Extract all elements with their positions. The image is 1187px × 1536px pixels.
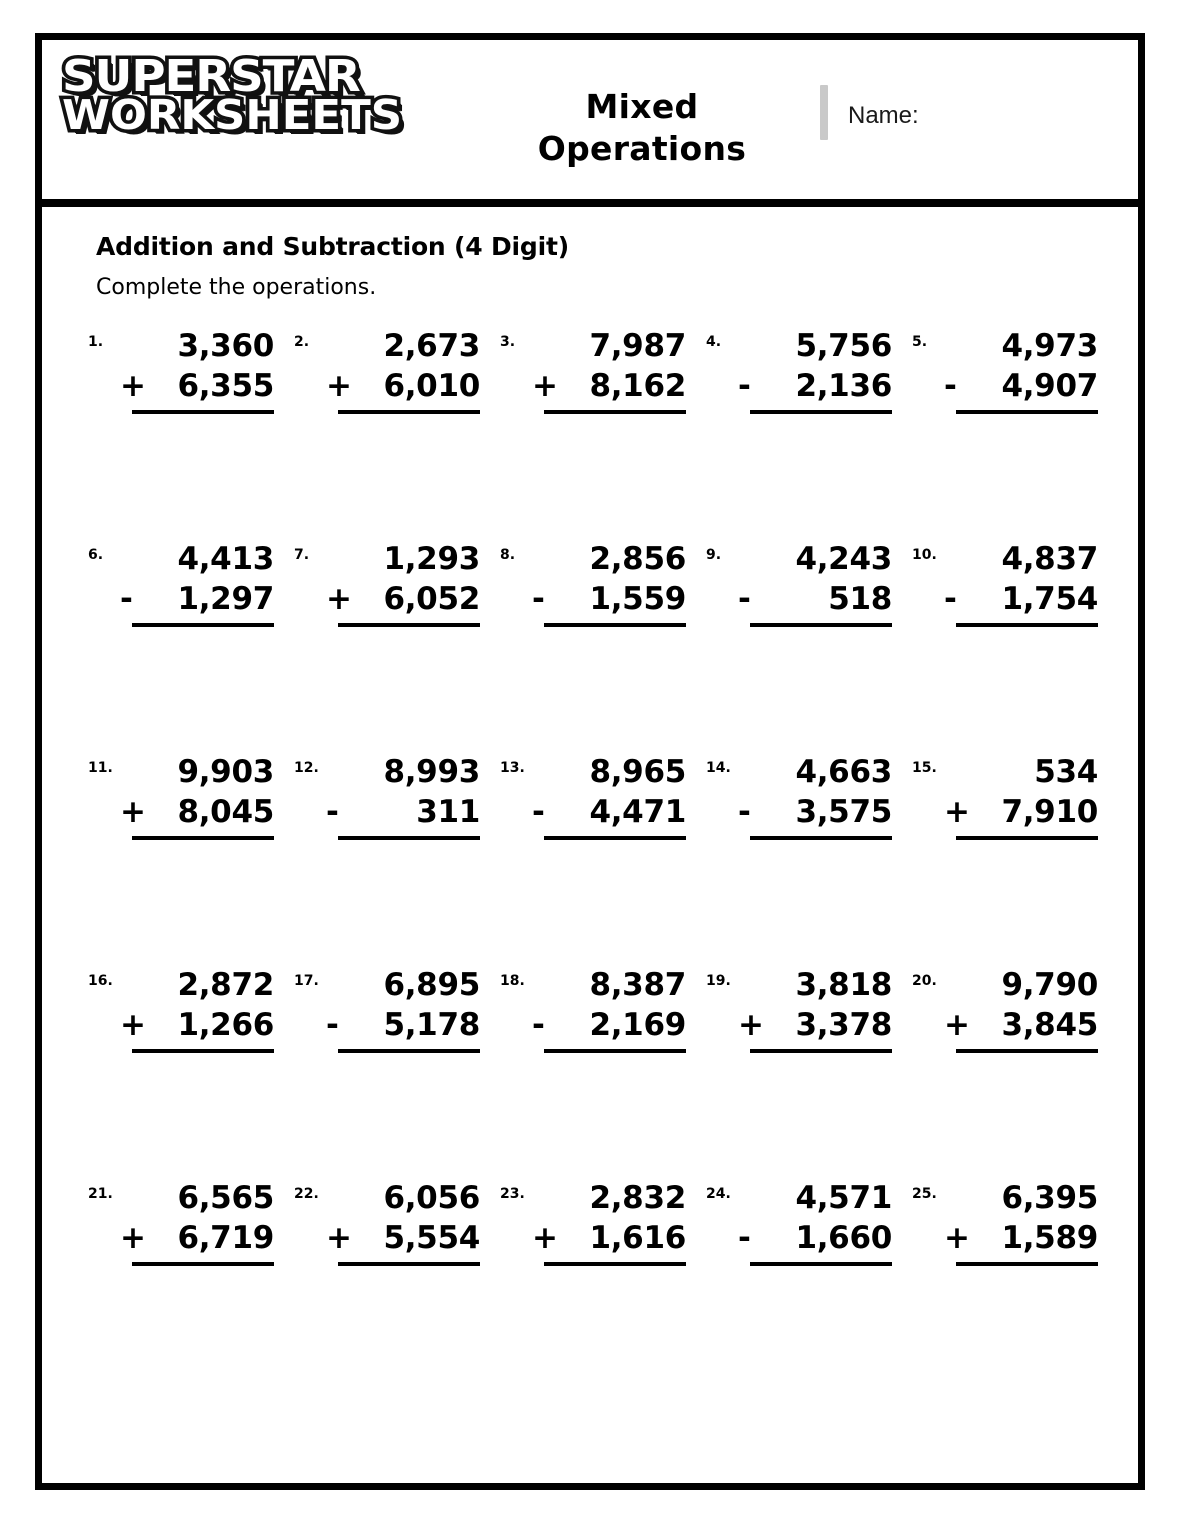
answer-rule xyxy=(750,410,892,414)
operand-bottom-row xyxy=(942,367,1098,407)
problem-number: 18. xyxy=(500,973,525,989)
answer-rule xyxy=(544,1262,686,1266)
problem-row xyxy=(80,327,1110,540)
problem-number: 16. xyxy=(88,973,113,989)
operand-bottom-row xyxy=(118,1219,274,1259)
answer-rule xyxy=(132,623,274,627)
problem-item xyxy=(492,1179,698,1319)
answer-rule xyxy=(544,623,686,627)
answer-rule xyxy=(544,1049,686,1053)
operand-bottom-row xyxy=(942,1219,1098,1259)
page-title xyxy=(497,86,787,170)
answer-rule xyxy=(338,623,480,627)
name-field-label: Name: xyxy=(848,102,919,129)
operator-sign: + xyxy=(326,367,352,404)
problem-stack xyxy=(942,540,1098,627)
operand-bottom-row xyxy=(324,580,480,620)
superstar-worksheets-logo xyxy=(62,51,403,139)
problem-number: 14. xyxy=(706,760,731,776)
problem-stack xyxy=(736,327,892,414)
problem-item xyxy=(286,966,492,1106)
problem-number: 22. xyxy=(294,1186,319,1202)
problem-item xyxy=(492,966,698,1106)
operand-bottom: 6,010 xyxy=(383,367,480,404)
problem-stack xyxy=(530,966,686,1053)
problem-stack xyxy=(118,327,274,414)
operator-sign: - xyxy=(944,580,957,617)
problem-number: 19. xyxy=(706,973,731,989)
operand-bottom-row xyxy=(118,580,274,620)
problem-stack xyxy=(324,966,480,1053)
answer-rule xyxy=(956,1262,1098,1266)
operator-sign: + xyxy=(120,793,146,830)
problem-item xyxy=(904,753,1110,893)
answer-rule xyxy=(338,836,480,840)
operand-bottom-row xyxy=(736,793,892,833)
problem-stack xyxy=(530,327,686,414)
problem-number: 8. xyxy=(500,547,516,563)
operand-bottom: 8,045 xyxy=(177,793,274,830)
operand-bottom: 1,616 xyxy=(589,1219,686,1256)
operand-bottom: 6,719 xyxy=(177,1219,274,1256)
operand-bottom: 311 xyxy=(416,793,480,830)
operand-bottom: 1,589 xyxy=(1001,1219,1098,1256)
operand-top: 9,903 xyxy=(177,754,274,790)
problem-item xyxy=(492,327,698,467)
answer-rule xyxy=(956,836,1098,840)
problem-number: 24. xyxy=(706,1186,731,1202)
problem-number: 5. xyxy=(912,334,928,350)
answer-rule xyxy=(750,1049,892,1053)
answer-rule xyxy=(132,1049,274,1053)
problem-item xyxy=(80,540,286,680)
worksheet-page xyxy=(35,33,1145,1490)
problem-item xyxy=(904,327,1110,467)
answer-rule xyxy=(750,623,892,627)
operand-top: 6,056 xyxy=(383,1180,480,1216)
problem-number: 11. xyxy=(88,760,113,776)
problem-number: 6. xyxy=(88,547,104,563)
answer-rule xyxy=(956,1049,1098,1053)
operand-bottom: 1,754 xyxy=(1001,580,1098,617)
problem-number: 7. xyxy=(294,547,310,563)
operand-bottom-row xyxy=(324,1006,480,1046)
operator-sign: + xyxy=(120,1219,146,1256)
operator-sign: - xyxy=(738,793,751,830)
operator-sign: - xyxy=(326,1006,339,1043)
operand-top: 8,387 xyxy=(589,967,686,1003)
problem-stack xyxy=(530,1179,686,1266)
problem-stack xyxy=(736,753,892,840)
answer-rule xyxy=(750,836,892,840)
problem-stack xyxy=(942,753,1098,840)
operand-top: 4,243 xyxy=(795,541,892,577)
operator-sign: + xyxy=(326,1219,352,1256)
problem-row xyxy=(80,966,1110,1179)
operand-top: 6,395 xyxy=(1001,1180,1098,1216)
operand-top: 534 xyxy=(1034,754,1098,790)
operand-bottom-row xyxy=(942,580,1098,620)
operand-bottom-row xyxy=(736,1219,892,1259)
problem-item xyxy=(80,1179,286,1319)
problem-item xyxy=(80,753,286,893)
operand-bottom-row xyxy=(530,367,686,407)
problem-number: 12. xyxy=(294,760,319,776)
problem-stack xyxy=(530,753,686,840)
operand-bottom: 6,355 xyxy=(177,367,274,404)
answer-rule xyxy=(956,623,1098,627)
problem-number: 17. xyxy=(294,973,319,989)
operand-bottom: 1,559 xyxy=(589,580,686,617)
answer-rule xyxy=(338,410,480,414)
problem-number: 9. xyxy=(706,547,722,563)
title-line-2: Operations xyxy=(537,129,747,169)
problem-item xyxy=(698,327,904,467)
operand-bottom-row xyxy=(736,1006,892,1046)
operator-sign: - xyxy=(532,580,545,617)
problem-stack xyxy=(324,540,480,627)
operand-bottom-row xyxy=(118,1006,274,1046)
operand-top: 2,673 xyxy=(383,328,480,364)
operator-sign: - xyxy=(738,580,751,617)
operator-sign: + xyxy=(532,367,558,404)
problem-stack xyxy=(942,1179,1098,1266)
operand-bottom: 3,845 xyxy=(1001,1006,1098,1043)
answer-rule xyxy=(338,1262,480,1266)
operator-sign: + xyxy=(532,1219,558,1256)
problem-item xyxy=(698,1179,904,1319)
problem-number: 13. xyxy=(500,760,525,776)
answer-rule xyxy=(544,410,686,414)
operand-top: 1,293 xyxy=(383,541,480,577)
problem-item xyxy=(904,966,1110,1106)
answer-rule xyxy=(338,1049,480,1053)
operand-bottom-row xyxy=(324,793,480,833)
problem-item xyxy=(492,540,698,680)
operand-bottom: 3,378 xyxy=(795,1006,892,1043)
title-line-1: Mixed xyxy=(585,87,699,126)
operand-top: 4,663 xyxy=(795,754,892,790)
problem-number: 20. xyxy=(912,973,937,989)
problem-stack xyxy=(736,540,892,627)
problem-stack xyxy=(942,966,1098,1053)
operand-bottom: 6,052 xyxy=(383,580,480,617)
problem-number: 10. xyxy=(912,547,937,563)
answer-rule xyxy=(132,1262,274,1266)
operand-top: 4,571 xyxy=(795,1180,892,1216)
operator-sign: + xyxy=(944,793,970,830)
operand-bottom-row xyxy=(942,1006,1098,1046)
operand-top: 4,973 xyxy=(1001,328,1098,364)
operator-sign: + xyxy=(120,367,146,404)
problem-stack xyxy=(324,1179,480,1266)
operator-sign: + xyxy=(944,1006,970,1043)
operator-sign: + xyxy=(944,1219,970,1256)
operand-bottom: 8,162 xyxy=(589,367,686,404)
operator-sign: - xyxy=(326,793,339,830)
answer-rule xyxy=(132,836,274,840)
problem-stack xyxy=(324,753,480,840)
operand-bottom-row xyxy=(530,1006,686,1046)
operand-bottom-row xyxy=(530,793,686,833)
logo-line-worksheets: WORKSHEETS xyxy=(62,90,403,139)
problem-item xyxy=(80,327,286,467)
operator-sign: - xyxy=(738,1219,751,1256)
operand-top: 2,832 xyxy=(589,1180,686,1216)
operand-bottom: 5,554 xyxy=(383,1219,480,1256)
operand-bottom-row xyxy=(942,793,1098,833)
operator-sign: - xyxy=(120,580,133,617)
worksheet-header xyxy=(42,40,1138,207)
operator-sign: - xyxy=(738,367,751,404)
problem-number: 3. xyxy=(500,334,516,350)
operator-sign: + xyxy=(738,1006,764,1043)
problem-stack xyxy=(530,540,686,627)
problem-stack xyxy=(942,327,1098,414)
operator-sign: + xyxy=(120,1006,146,1043)
operand-top: 4,413 xyxy=(177,541,274,577)
problem-number: 15. xyxy=(912,760,937,776)
problem-stack xyxy=(324,327,480,414)
operand-top: 6,565 xyxy=(177,1180,274,1216)
problem-stack xyxy=(736,966,892,1053)
answer-rule xyxy=(132,410,274,414)
operand-bottom: 4,471 xyxy=(589,793,686,830)
problem-number: 4. xyxy=(706,334,722,350)
operand-bottom-row xyxy=(736,367,892,407)
problem-item xyxy=(698,966,904,1106)
problem-stack xyxy=(118,1179,274,1266)
section-instruction: Complete the operations. xyxy=(96,275,377,300)
problem-stack xyxy=(118,540,274,627)
operand-bottom-row xyxy=(118,793,274,833)
operator-sign: - xyxy=(944,367,957,404)
operand-bottom: 2,136 xyxy=(795,367,892,404)
operand-top: 4,837 xyxy=(1001,541,1098,577)
operand-bottom-row xyxy=(736,580,892,620)
problem-item xyxy=(492,753,698,893)
problem-number: 2. xyxy=(294,334,310,350)
operand-bottom-row xyxy=(324,1219,480,1259)
answer-rule xyxy=(956,410,1098,414)
operand-top: 9,790 xyxy=(1001,967,1098,1003)
problem-item xyxy=(286,327,492,467)
problem-item xyxy=(698,753,904,893)
operand-top: 2,856 xyxy=(589,541,686,577)
section-heading: Addition and Subtraction (4 Digit) xyxy=(96,232,569,261)
answer-rule xyxy=(544,836,686,840)
operand-bottom: 5,178 xyxy=(383,1006,480,1043)
header-divider xyxy=(820,85,828,140)
operand-bottom: 7,910 xyxy=(1001,793,1098,830)
problem-row xyxy=(80,753,1110,966)
operand-bottom: 518 xyxy=(828,580,892,617)
operand-top: 7,987 xyxy=(589,328,686,364)
problem-stack xyxy=(118,753,274,840)
operand-top: 5,756 xyxy=(795,328,892,364)
operand-bottom: 1,660 xyxy=(795,1219,892,1256)
operand-top: 8,965 xyxy=(589,754,686,790)
operand-top: 3,360 xyxy=(177,328,274,364)
operand-bottom-row xyxy=(324,367,480,407)
problem-grid xyxy=(80,327,1110,1392)
operand-bottom: 3,575 xyxy=(795,793,892,830)
problem-item xyxy=(904,1179,1110,1319)
answer-rule xyxy=(750,1262,892,1266)
problem-number: 25. xyxy=(912,1186,937,1202)
operand-bottom: 1,266 xyxy=(177,1006,274,1043)
operand-top: 6,895 xyxy=(383,967,480,1003)
operand-bottom-row xyxy=(530,1219,686,1259)
problem-number: 1. xyxy=(88,334,104,350)
problem-row xyxy=(80,540,1110,753)
operand-bottom-row xyxy=(118,367,274,407)
logo-line-superstar: SUPERSTAR xyxy=(62,51,360,102)
operand-top: 2,872 xyxy=(177,967,274,1003)
problem-item xyxy=(286,540,492,680)
problem-number: 21. xyxy=(88,1186,113,1202)
operand-bottom-row xyxy=(530,580,686,620)
operand-bottom: 4,907 xyxy=(1001,367,1098,404)
problem-item xyxy=(286,1179,492,1319)
problem-item xyxy=(80,966,286,1106)
problem-number: 23. xyxy=(500,1186,525,1202)
operator-sign: - xyxy=(532,1006,545,1043)
problem-item xyxy=(904,540,1110,680)
operator-sign: + xyxy=(326,580,352,617)
problem-item xyxy=(698,540,904,680)
problem-row xyxy=(80,1179,1110,1392)
operand-bottom: 2,169 xyxy=(589,1006,686,1043)
operand-top: 8,993 xyxy=(383,754,480,790)
operand-bottom: 1,297 xyxy=(177,580,274,617)
problem-stack xyxy=(736,1179,892,1266)
problem-item xyxy=(286,753,492,893)
operator-sign: - xyxy=(532,793,545,830)
problem-stack xyxy=(118,966,274,1053)
operand-top: 3,818 xyxy=(795,967,892,1003)
